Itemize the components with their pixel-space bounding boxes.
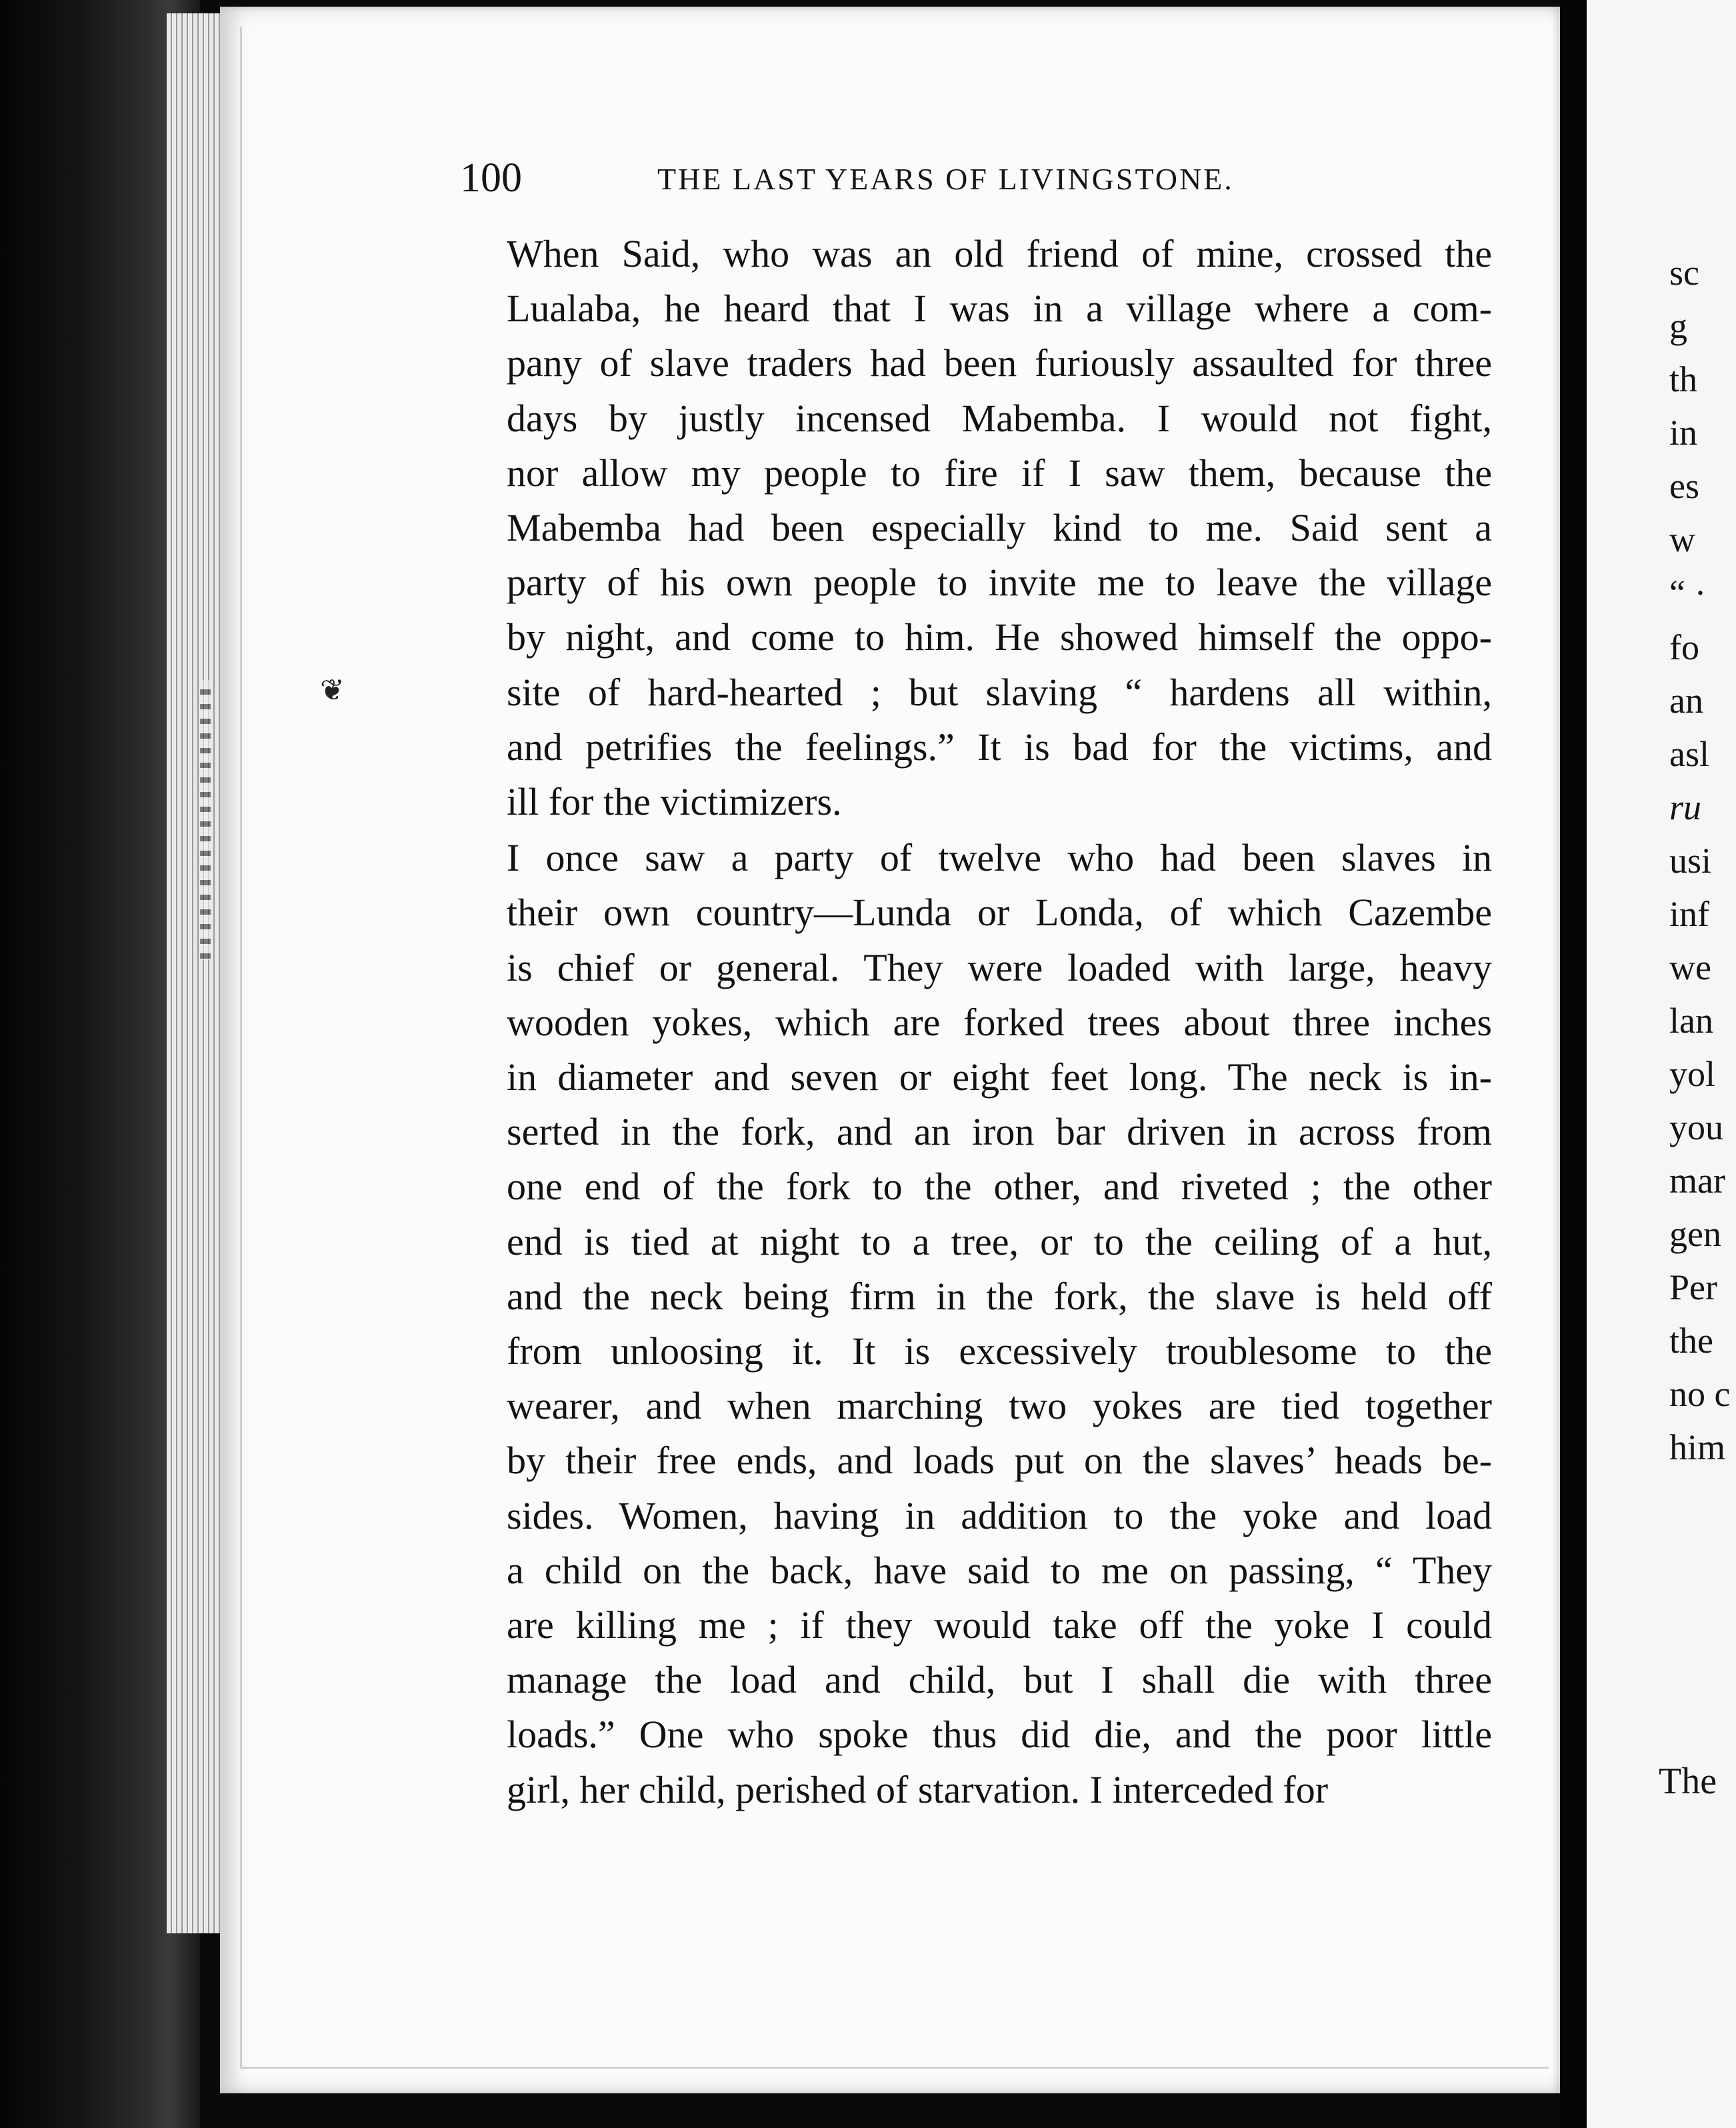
text-line: and petrifies the feelings.” It is bad for the victims, and xyxy=(507,725,1492,769)
running-head: THE LAST YEARS OF LIVINGSTONE. xyxy=(657,162,1234,196)
text-line: in diameter and seven or eight feet long. The neck is in- xyxy=(507,1055,1492,1099)
facing-page-fragment: him xyxy=(1669,1427,1726,1467)
text-line: wooden yokes, which are forked trees about three inches xyxy=(507,1000,1492,1044)
facing-page-fragment: usi xyxy=(1669,841,1712,881)
text-line: serted in the fork, and an iron bar driven in across from xyxy=(507,1110,1492,1154)
text-line: and the neck being firm in the fork, the slave is held off xyxy=(507,1274,1492,1318)
facing-page-fragment: gen xyxy=(1669,1214,1721,1254)
text-line: sides. Women, having in addition to the yoke and load xyxy=(507,1493,1492,1537)
text-line: wearer, and when marching two yokes are tied together xyxy=(507,1384,1492,1428)
text-line: Lualaba, he heard that I was in a village where a com- xyxy=(507,287,1492,331)
facing-page-fragment: es xyxy=(1669,466,1699,506)
text-line: Mabemba had been especially kind to me. Said sent a xyxy=(507,506,1492,550)
facing-page-bottom-fragment: The xyxy=(1659,1761,1717,1802)
facing-page-fragment: we xyxy=(1669,947,1711,987)
facing-page-fragment: Per xyxy=(1669,1267,1717,1307)
text-line: party of his own people to invite me to leave the village xyxy=(507,561,1492,605)
facing-page-fragment: sc xyxy=(1669,253,1699,293)
text-line: manage the load and child, but I shall die with three xyxy=(507,1658,1492,1702)
paragraph xyxy=(465,831,1492,1817)
facing-page-fragment: mar xyxy=(1669,1161,1725,1201)
body-text xyxy=(465,227,1492,1817)
facing-page-fragment: in xyxy=(1669,413,1698,453)
text-line: ill for the victimizers. xyxy=(507,780,842,824)
facing-page-fragment: an xyxy=(1669,681,1703,721)
text-line: are killing me ; if they would take off the yoke I could xyxy=(507,1603,1492,1647)
text-line: loads.” One who spoke thus did die, and the poor little xyxy=(507,1713,1492,1757)
facing-page-fragment: g xyxy=(1669,306,1687,346)
facing-page-fragment: fo xyxy=(1669,627,1699,667)
facing-page-fragment: inf xyxy=(1669,894,1709,934)
text-line: girl, her child, perished of starvation. I interceded for xyxy=(507,1767,1329,1811)
facing-page-fragment: the xyxy=(1669,1321,1713,1361)
text-line: site of hard-hearted ; but slaving “ hardens all within, xyxy=(507,670,1492,714)
facing-page-fragment: “ · xyxy=(1669,573,1707,613)
text-line: a child on the back, have said to me on passing, “ They xyxy=(507,1548,1492,1592)
text-line: their own country—Lunda or Londa, of which Cazembe xyxy=(507,891,1492,935)
facing-page-fragment: lan xyxy=(1669,1001,1713,1041)
text-line: end is tied at night to a tree, or to the ceiling of a hut, xyxy=(507,1219,1492,1263)
text-line: is chief or general. They were loaded with large, heavy xyxy=(507,945,1492,989)
text-line: one end of the fork to the other, and riveted ; the other xyxy=(507,1165,1492,1209)
book-gutter xyxy=(1560,0,1587,2128)
facing-page-fragment: yol xyxy=(1669,1054,1716,1094)
facing-page-fragment: w xyxy=(1669,519,1695,559)
facing-page xyxy=(1587,0,1736,2128)
text-line: pany of slave traders had been furiously assaulted for three xyxy=(507,341,1492,385)
text-line: from unloosing it. It is excessively troublesome to the xyxy=(507,1329,1492,1373)
text-line: days by justly incensed Mabemba. I would not fight, xyxy=(507,396,1492,440)
facing-page-fragment: th xyxy=(1669,359,1698,399)
page-number: 100 xyxy=(460,155,522,201)
text-line: When Said, who was an old friend of mine, crossed the xyxy=(507,232,1492,275)
page-header xyxy=(460,155,1293,201)
facing-page-fragment: you xyxy=(1669,1107,1723,1147)
scan-artifact xyxy=(200,680,211,960)
text-line: by night, and come to him. He showed himself the oppo- xyxy=(507,615,1492,659)
page-edges xyxy=(167,13,220,1933)
facing-page-fragment: asl xyxy=(1669,734,1709,774)
paragraph xyxy=(465,227,1492,829)
text-line: nor allow my people to fire if I saw them, because the xyxy=(507,451,1492,495)
text-line: I once saw a party of twelve who had been slaves in xyxy=(507,836,1492,880)
text-line: by their free ends, and loads put on the slaves’ heads be- xyxy=(507,1439,1492,1483)
facing-page-fragment: no c xyxy=(1669,1374,1731,1414)
margin-fleuron-icon: ❦ xyxy=(320,674,345,707)
facing-page-fragment: ru xyxy=(1669,787,1702,827)
